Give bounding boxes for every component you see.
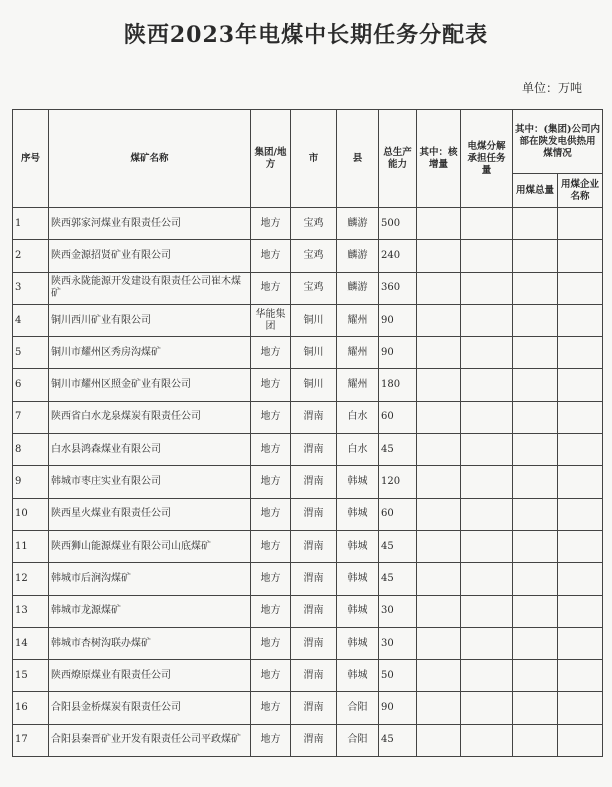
row-company <box>558 304 603 336</box>
row-mine-name: 陕西省白水龙泉煤炭有限责任公司 <box>49 401 251 433</box>
row-county: 耀州 <box>337 337 379 369</box>
row-increase <box>417 724 461 756</box>
header-mine-name: 煤矿名称 <box>49 110 251 208</box>
row-seq: 1 <box>13 208 49 240</box>
row-task <box>461 434 513 466</box>
row-group: 地方 <box>251 660 291 692</box>
row-seq: 10 <box>13 498 49 530</box>
row-capacity: 45 <box>379 530 417 562</box>
row-increase <box>417 466 461 498</box>
row-mine-name: 铜川市耀州区秀房沟煤矿 <box>49 337 251 369</box>
row-county: 韩城 <box>337 563 379 595</box>
row-county: 韩城 <box>337 595 379 627</box>
row-coal-total <box>513 304 558 336</box>
row-seq: 8 <box>13 434 49 466</box>
row-capacity: 240 <box>379 240 417 272</box>
row-group: 地方 <box>251 272 291 304</box>
allocation-table <box>12 109 603 757</box>
row-group: 地方 <box>251 563 291 595</box>
row-seq: 6 <box>13 369 49 401</box>
table-row <box>13 692 603 724</box>
row-task <box>461 337 513 369</box>
row-mine-name: 铜川市耀州区照金矿业有限公司 <box>49 369 251 401</box>
unit-label: 单位：万吨 <box>521 81 582 95</box>
row-county: 韩城 <box>337 498 379 530</box>
row-task <box>461 466 513 498</box>
row-increase <box>417 272 461 304</box>
row-capacity: 60 <box>379 401 417 433</box>
header-capacity: 总生产能力 <box>379 110 417 208</box>
row-company <box>558 498 603 530</box>
table-row <box>13 627 603 659</box>
header-company: 用煤企业名称 <box>558 174 603 208</box>
row-mine-name: 陕西星火煤业有限责任公司 <box>49 498 251 530</box>
row-county: 韩城 <box>337 530 379 562</box>
row-group: 华能集团 <box>251 304 291 336</box>
row-task <box>461 208 513 240</box>
header-coal-total: 用煤总量 <box>513 174 558 208</box>
row-county: 麟游 <box>337 240 379 272</box>
row-group: 地方 <box>251 692 291 724</box>
row-company <box>558 272 603 304</box>
row-county: 麟游 <box>337 272 379 304</box>
table-row <box>13 208 603 240</box>
row-capacity: 60 <box>379 498 417 530</box>
row-city: 铜川 <box>291 304 337 336</box>
table-row <box>13 530 603 562</box>
row-task <box>461 240 513 272</box>
row-group: 地方 <box>251 337 291 369</box>
table-row <box>13 401 603 433</box>
table-row <box>13 434 603 466</box>
row-increase <box>417 240 461 272</box>
row-county: 韩城 <box>337 466 379 498</box>
row-company <box>558 627 603 659</box>
table-row <box>13 595 603 627</box>
row-county: 合阳 <box>337 692 379 724</box>
row-increase <box>417 692 461 724</box>
row-company <box>558 401 603 433</box>
row-task <box>461 401 513 433</box>
row-city: 渭南 <box>291 627 337 659</box>
row-group: 地方 <box>251 434 291 466</box>
row-group: 地方 <box>251 208 291 240</box>
table-row <box>13 272 603 304</box>
row-increase <box>417 369 461 401</box>
row-company <box>558 692 603 724</box>
header-task: 电煤分解承担任务量 <box>461 110 513 208</box>
row-seq: 15 <box>13 660 49 692</box>
row-mine-name: 韩城市龙源煤矿 <box>49 595 251 627</box>
row-coal-total <box>513 272 558 304</box>
header-county: 县 <box>337 110 379 208</box>
row-task <box>461 595 513 627</box>
row-mine-name: 陕西永陇能源开发建设有限责任公司崔木煤矿 <box>49 272 251 304</box>
row-coal-total <box>513 240 558 272</box>
row-group: 地方 <box>251 401 291 433</box>
row-coal-total <box>513 466 558 498</box>
row-task <box>461 563 513 595</box>
row-seq: 14 <box>13 627 49 659</box>
row-seq: 12 <box>13 563 49 595</box>
row-company <box>558 337 603 369</box>
row-city: 铜川 <box>291 337 337 369</box>
row-increase <box>417 304 461 336</box>
row-task <box>461 304 513 336</box>
row-capacity: 90 <box>379 692 417 724</box>
row-group: 地方 <box>251 466 291 498</box>
row-task <box>461 272 513 304</box>
row-county: 耀州 <box>337 304 379 336</box>
row-increase <box>417 530 461 562</box>
row-city: 宝鸡 <box>291 240 337 272</box>
row-group: 地方 <box>251 595 291 627</box>
row-group: 地方 <box>251 240 291 272</box>
row-increase <box>417 595 461 627</box>
row-capacity: 50 <box>379 660 417 692</box>
row-task <box>461 530 513 562</box>
row-mine-name: 陕西郭家河煤业有限责任公司 <box>49 208 251 240</box>
row-city: 渭南 <box>291 498 337 530</box>
row-county: 合阳 <box>337 724 379 756</box>
row-city: 渭南 <box>291 401 337 433</box>
row-city: 渭南 <box>291 692 337 724</box>
row-increase <box>417 498 461 530</box>
row-company <box>558 530 603 562</box>
header-city: 市 <box>291 110 337 208</box>
row-city: 渭南 <box>291 595 337 627</box>
row-capacity: 90 <box>379 337 417 369</box>
row-mine-name: 韩城市枣庄实业有限公司 <box>49 466 251 498</box>
row-mine-name: 韩城市后涧沟煤矿 <box>49 563 251 595</box>
row-capacity: 500 <box>379 208 417 240</box>
row-capacity: 120 <box>379 466 417 498</box>
row-company <box>558 563 603 595</box>
table-row <box>13 304 603 336</box>
row-company <box>558 466 603 498</box>
row-city: 渭南 <box>291 660 337 692</box>
row-capacity: 30 <box>379 627 417 659</box>
row-county: 韩城 <box>337 660 379 692</box>
row-city: 铜川 <box>291 369 337 401</box>
row-city: 渭南 <box>291 724 337 756</box>
row-coal-total <box>513 563 558 595</box>
row-mine-name: 陕西燎原煤业有限责任公司 <box>49 660 251 692</box>
row-task <box>461 724 513 756</box>
row-capacity: 180 <box>379 369 417 401</box>
table-body <box>13 208 603 757</box>
row-coal-total <box>513 369 558 401</box>
row-company <box>558 208 603 240</box>
row-group: 地方 <box>251 498 291 530</box>
row-coal-total <box>513 401 558 433</box>
row-city: 宝鸡 <box>291 272 337 304</box>
row-coal-total <box>513 208 558 240</box>
row-seq: 16 <box>13 692 49 724</box>
row-city: 宝鸡 <box>291 208 337 240</box>
row-group: 地方 <box>251 724 291 756</box>
row-task <box>461 692 513 724</box>
row-company <box>558 434 603 466</box>
row-group: 地方 <box>251 530 291 562</box>
header-seq: 序号 <box>13 110 49 208</box>
row-task <box>461 498 513 530</box>
row-group: 地方 <box>251 369 291 401</box>
row-company <box>558 724 603 756</box>
row-capacity: 30 <box>379 595 417 627</box>
row-seq: 17 <box>13 724 49 756</box>
header-increase: 其中：核增量 <box>417 110 461 208</box>
table-row <box>13 498 603 530</box>
row-county: 耀州 <box>337 369 379 401</box>
row-task <box>461 660 513 692</box>
header-group: 集团/地方 <box>251 110 291 208</box>
row-seq: 7 <box>13 401 49 433</box>
row-coal-total <box>513 530 558 562</box>
row-county: 白水 <box>337 434 379 466</box>
row-capacity: 45 <box>379 563 417 595</box>
row-company <box>558 240 603 272</box>
row-city: 渭南 <box>291 434 337 466</box>
row-mine-name: 陕西狮山能源煤业有限公司山底煤矿 <box>49 530 251 562</box>
row-company <box>558 660 603 692</box>
row-coal-total <box>513 498 558 530</box>
row-seq: 13 <box>13 595 49 627</box>
table-row <box>13 660 603 692</box>
row-coal-total <box>513 434 558 466</box>
table-row <box>13 337 603 369</box>
row-seq: 2 <box>13 240 49 272</box>
row-increase <box>417 401 461 433</box>
row-city: 渭南 <box>291 530 337 562</box>
row-mine-name: 铜川西川矿业有限公司 <box>49 304 251 336</box>
row-capacity: 360 <box>379 272 417 304</box>
row-city: 渭南 <box>291 563 337 595</box>
row-mine-name: 合阳县金桥煤炭有限责任公司 <box>49 692 251 724</box>
row-coal-total <box>513 627 558 659</box>
row-seq: 11 <box>13 530 49 562</box>
row-seq: 3 <box>13 272 49 304</box>
row-coal-total <box>513 660 558 692</box>
row-increase <box>417 434 461 466</box>
row-coal-total <box>513 595 558 627</box>
table-row <box>13 724 603 756</box>
row-increase <box>417 660 461 692</box>
row-group: 地方 <box>251 627 291 659</box>
table-row <box>13 369 603 401</box>
row-county: 麟游 <box>337 208 379 240</box>
row-coal-total <box>513 724 558 756</box>
row-task <box>461 369 513 401</box>
row-capacity: 90 <box>379 304 417 336</box>
row-mine-name: 陕西金源招贤矿业有限公司 <box>49 240 251 272</box>
table-row <box>13 563 603 595</box>
table-row <box>13 240 603 272</box>
row-mine-name: 白水县鸿森煤业有限公司 <box>49 434 251 466</box>
row-capacity: 45 <box>379 434 417 466</box>
header-internal-usage: 其中：(集团)公司内部在陕发电供热用煤情况 <box>513 110 603 174</box>
row-county: 韩城 <box>337 627 379 659</box>
row-mine-name: 韩城市杏树沟联办煤矿 <box>49 627 251 659</box>
row-increase <box>417 208 461 240</box>
row-company <box>558 595 603 627</box>
row-increase <box>417 337 461 369</box>
row-mine-name: 合阳县秦晋矿业开发有限责任公司平政煤矿 <box>49 724 251 756</box>
row-county: 白水 <box>337 401 379 433</box>
row-city: 渭南 <box>291 466 337 498</box>
row-coal-total <box>513 337 558 369</box>
table-row <box>13 466 603 498</box>
row-company <box>558 369 603 401</box>
row-seq: 9 <box>13 466 49 498</box>
row-seq: 4 <box>13 304 49 336</box>
row-increase <box>417 627 461 659</box>
document-title: 陕西2023年电煤中长期任务分配表 <box>123 22 489 48</box>
row-capacity: 45 <box>379 724 417 756</box>
row-task <box>461 627 513 659</box>
row-seq: 5 <box>13 337 49 369</box>
row-increase <box>417 563 461 595</box>
row-coal-total <box>513 692 558 724</box>
